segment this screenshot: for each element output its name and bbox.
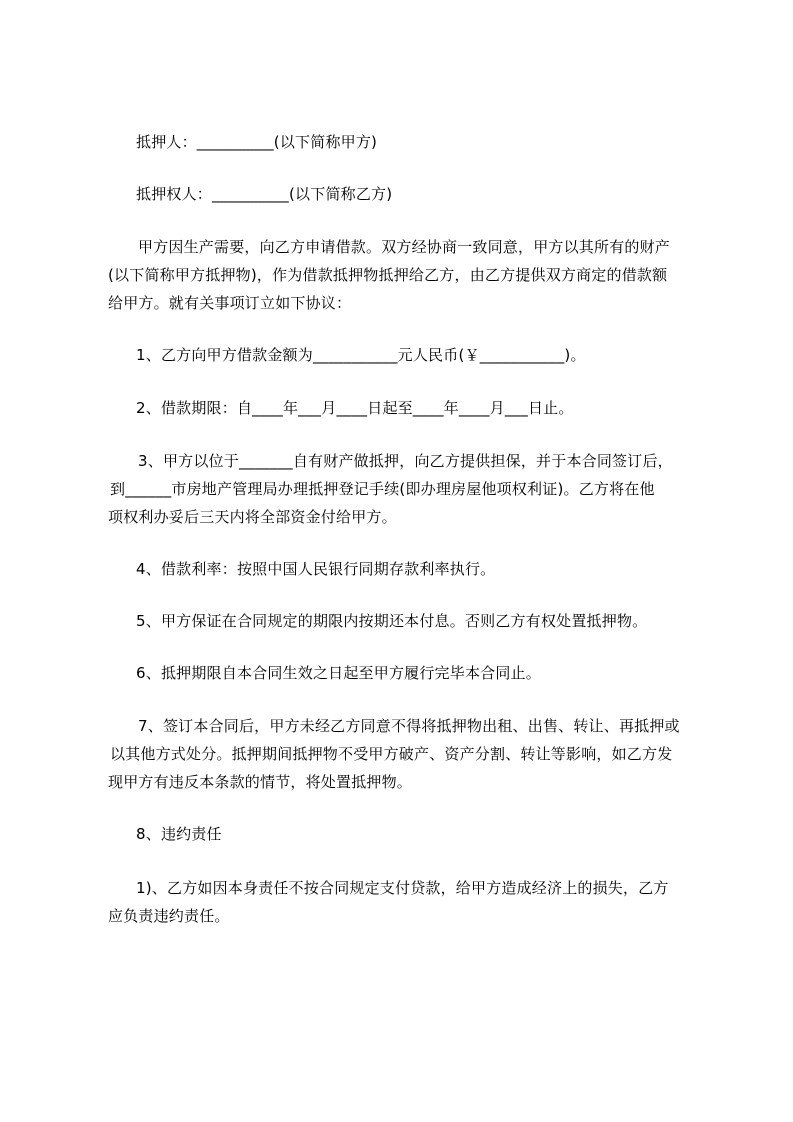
mortgagor-line: 抵押人：__________(以下简称甲方) [136, 133, 378, 151]
clause-3-line-2: 到______市房地产管理局办理抵押登记手续(即办理房屋他项权利证)。乙方将在他 [110, 480, 655, 498]
clause-3-line-1: 3、甲方以位于_______自有财产做抵押，向乙方提供担保，并于本合同签订后， [138, 452, 673, 470]
clause-8-heading: 8、违约责任 [136, 825, 222, 843]
clause-7-line-2: 以其他方式处分。抵押期间抵押物不受甲方破产、资产分割、转让等影响，如乙方发 [110, 745, 673, 763]
clause-8-1-line-1: 1)、乙方如因本身责任不按合同规定支付贷款，给甲方造成经济上的损失，乙方 [136, 879, 669, 897]
clause-2: 2、借款期限：自____年___月____日起至____年____月___日止。 [136, 399, 574, 417]
mortgagee-line: 抵押权人：__________(以下简称乙方) [136, 185, 393, 203]
preamble-line-3: 给甲方。就有关事项订立如下协议： [108, 294, 352, 312]
clause-8-1-line-2: 应负责违约责任。 [108, 907, 230, 925]
preamble-line-2: (以下简称甲方抵押物)，作为借款抵押物抵押给乙方，由乙方提供双方商定的借款额 [108, 266, 668, 284]
clause-4: 4、借款利率：按照中国人民银行同期存款利率执行。 [136, 560, 496, 578]
clause-5: 5、甲方保证在合同规定的期限内按期还本付息。否则乙方有权处置抵押物。 [136, 612, 648, 630]
clause-1: 1、乙方向甲方借款金额为___________元人民币(￥___________)。 [136, 346, 586, 364]
clause-7-line-1: 7、签订本合同后，甲方未经乙方同意不得将抵押物出租、出售、转让、再抵押或 [138, 717, 680, 735]
clause-3-line-3: 项权利办妥后三天内将全部资金付给甲方。 [108, 508, 397, 526]
clause-6: 6、抵押期限自本合同生效之日起至甲方履行完毕本合同止。 [136, 664, 541, 682]
clause-7-line-3: 现甲方有违反本条款的情节，将处置抵押物。 [108, 773, 413, 791]
preamble-line-1: 甲方因生产需要，向乙方申请借款。双方经协商一致同意，甲方以其所有的财产 [138, 238, 671, 256]
